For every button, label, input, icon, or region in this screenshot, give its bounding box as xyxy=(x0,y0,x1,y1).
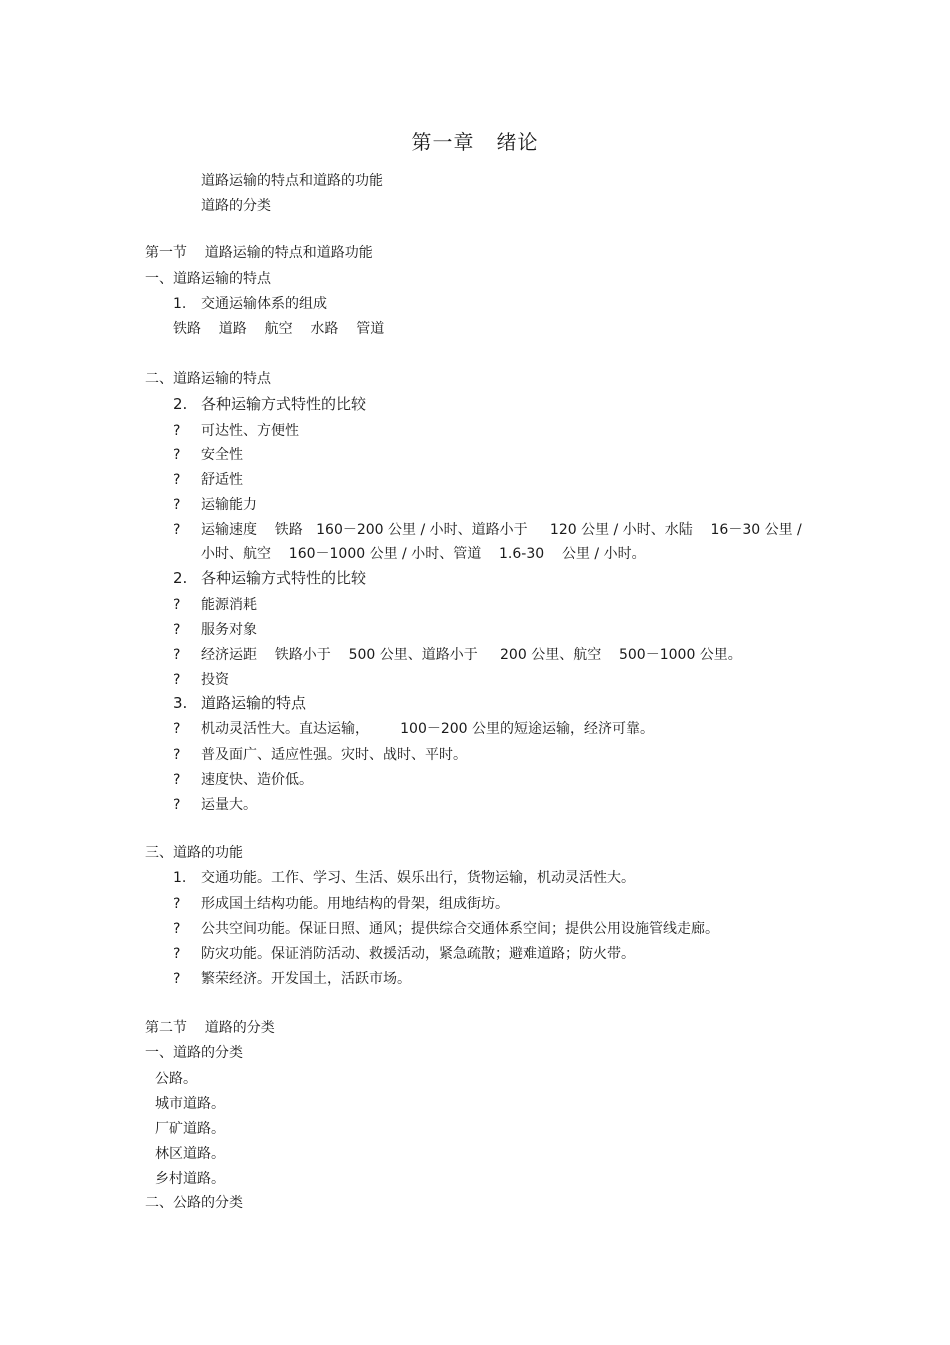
bullet-mark: ? xyxy=(173,896,181,912)
bullet-mark: ? xyxy=(173,622,181,638)
list-item: 运输能力 xyxy=(201,497,257,513)
road-type-item: 公路。 xyxy=(155,1071,197,1087)
bullet-mark: ? xyxy=(173,921,181,937)
bullet-mark: ? xyxy=(173,772,181,788)
list-item: 形成国土结构功能。用地结构的骨架，组成街坊。 xyxy=(201,896,509,912)
section-1-part-3-heading: 三、道路的功能 xyxy=(145,845,243,861)
list-item: 可达性、方便性 xyxy=(201,423,299,439)
list-item-text: 交通运输体系的组成 xyxy=(201,296,327,312)
road-type-item: 林区道路。 xyxy=(155,1146,225,1162)
bullet-mark: ? xyxy=(173,672,181,688)
list-item-continuation: 小时、航空 160－1000 公里 / 小时、管道 1.6-30 公里 / 小时。 xyxy=(201,546,646,562)
list-item: 防灾功能。保证消防活动、救援活动，紧急疏散；避难道路；防火带。 xyxy=(201,946,635,962)
chapter-title: 第一章 绪论 xyxy=(411,130,539,154)
list-number: 1. xyxy=(173,870,187,886)
section-2-part-2-heading: 二、公路的分类 xyxy=(145,1195,243,1211)
list-item-text: 交通功能。工作、学习、生活、娱乐出行，货物运输，机动灵活性大。 xyxy=(201,870,635,886)
list-item: 繁荣经济。开发国土，活跃市场。 xyxy=(201,971,411,987)
bullet-mark: ? xyxy=(173,447,181,463)
toc-item-1: 道路运输的特点和道路的功能 xyxy=(201,173,383,189)
bullet-mark: ? xyxy=(173,497,181,513)
list-item: 能源消耗 xyxy=(201,597,257,613)
road-type-item: 城市道路。 xyxy=(155,1096,225,1112)
list-number: 2. xyxy=(173,569,188,587)
section-2-heading: 第二节 道路的分类 xyxy=(145,1020,275,1036)
bullet-mark: ? xyxy=(173,971,181,987)
section-2-part-1-heading: 一、道路的分类 xyxy=(145,1045,243,1061)
list-item: 投资 xyxy=(201,672,229,688)
list-number: 3. xyxy=(173,694,188,712)
transport-modes: 铁路 道路 航空 水路 管道 xyxy=(173,321,385,337)
section-1-part-1-heading: 一、道路运输的特点 xyxy=(145,271,271,287)
road-type-item: 乡村道路。 xyxy=(155,1171,225,1187)
bullet-mark: ? xyxy=(173,522,181,538)
road-type-item: 厂矿道路。 xyxy=(155,1121,225,1137)
bullet-mark: ? xyxy=(173,721,181,737)
list-item: 经济运距 铁路小于 500 公里、道路小于 200 公里、航空 500－1000 公里。 xyxy=(201,647,742,663)
list-item-text: 各种运输方式特性的比较 xyxy=(201,569,367,587)
bullet-mark: ? xyxy=(173,597,181,613)
bullet-mark: ? xyxy=(173,747,181,763)
section-1-part-2-heading: 二、道路运输的特点 xyxy=(145,371,271,387)
list-item: 普及面广、适应性强。灾时、战时、平时。 xyxy=(201,747,467,763)
bullet-mark: ? xyxy=(173,946,181,962)
bullet-mark: ? xyxy=(173,797,181,813)
bullet-mark: ? xyxy=(173,472,181,488)
list-item: 公共空间功能。保证日照、通风；提供综合交通体系空间；提供公用设施管线走廊。 xyxy=(201,921,719,937)
list-item: 运输速度 铁路 160－200 公里 / 小时、道路小于 120 公里 / 小时、水陆 16－30 公里 / xyxy=(201,522,802,538)
list-item: 机动灵活性大。直达运输， 100－200 公里的短途运输，经济可靠。 xyxy=(201,721,655,737)
list-item: 舒适性 xyxy=(201,472,243,488)
list-item: 速度快、造价低。 xyxy=(201,772,313,788)
list-number: 1. xyxy=(173,296,187,312)
toc-item-2: 道路的分类 xyxy=(201,198,271,214)
list-item: 安全性 xyxy=(201,447,243,463)
list-number: 2. xyxy=(173,395,188,413)
bullet-mark: ? xyxy=(173,647,181,663)
list-item-text: 道路运输的特点 xyxy=(201,694,307,712)
section-1-heading: 第一节 道路运输的特点和道路功能 xyxy=(145,245,373,261)
list-item-text: 各种运输方式特性的比较 xyxy=(201,395,367,413)
list-item: 服务对象 xyxy=(201,622,257,638)
list-item: 运量大。 xyxy=(201,797,257,813)
bullet-mark: ? xyxy=(173,423,181,439)
